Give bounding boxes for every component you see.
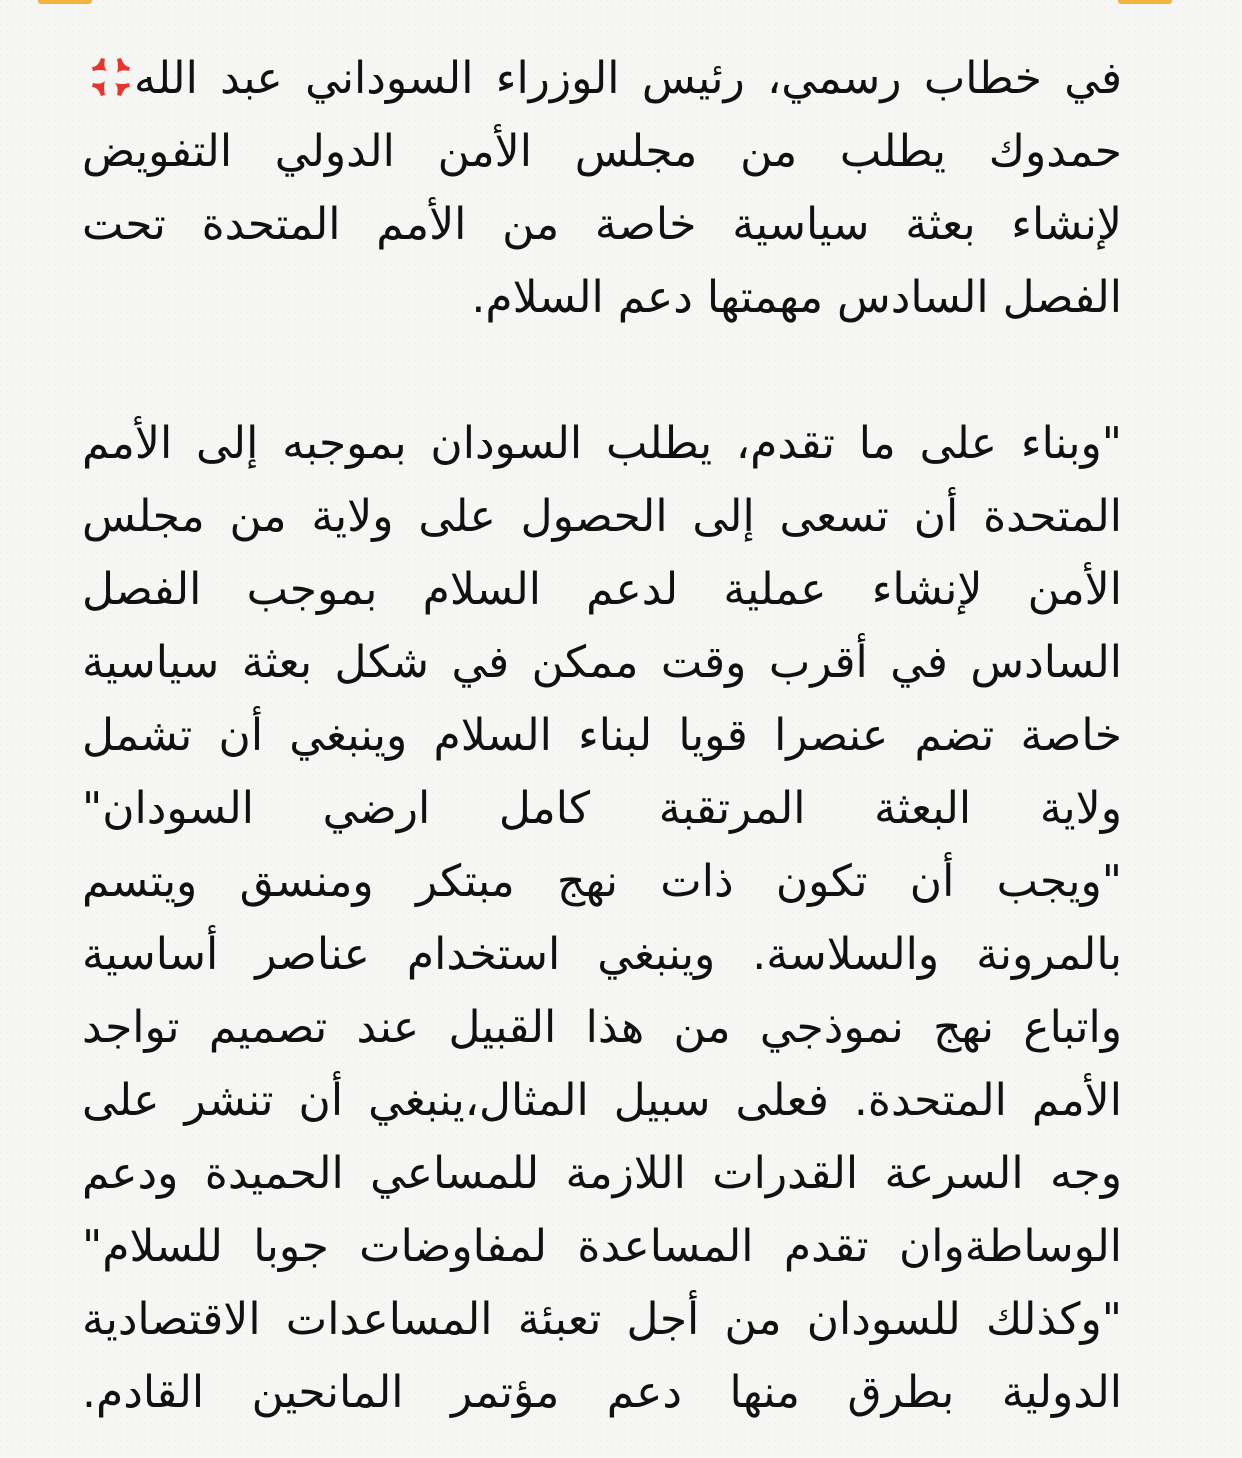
note-line: الأمم المتحدة. فعلى سبيل المثال،ينبغي أن تنشر على bbox=[82, 1075, 1122, 1126]
note-line: الفصل السادس مهمتها دعم السلام. bbox=[471, 272, 1122, 323]
note-line: خاصة تضم عنصرا قويا لبناء السلام وينبغي أن تشمل bbox=[82, 710, 1122, 761]
note-line: "ويجب أن تكون ذات نهج مبتكر ومنسق ويتسم bbox=[82, 856, 1122, 907]
anger-symbol-icon bbox=[88, 54, 134, 100]
paragraph-2 bbox=[82, 407, 1122, 1429]
paragraph-1 bbox=[82, 42, 1122, 334]
paragraph-gap bbox=[82, 334, 1122, 407]
note-line: "وكذلك للسودان من أجل تعبئة المساعدات الاقتصادية bbox=[82, 1294, 1122, 1345]
note-line bbox=[82, 42, 1122, 115]
note-body[interactable] bbox=[82, 42, 1122, 1429]
note-line: المتحدة أن تسعى إلى الحصول على ولاية من مجلس bbox=[82, 491, 1122, 542]
note-line: السادس في أقرب وقت ممكن في شكل بعثة سياسية bbox=[82, 637, 1122, 688]
note-line: وجه السرعة القدرات اللازمة للمساعي الحميدة ودعم bbox=[82, 1148, 1122, 1199]
note-line: لإنشاء بعثة سياسية خاصة من الأمم المتحدة تحت bbox=[82, 199, 1122, 250]
note-line: واتباع نهج نموذجي من هذا القبيل عند تصميم تواجد bbox=[82, 1002, 1122, 1053]
note-line: الدولية بطرق منها دعم مؤتمر المانحين القادم. bbox=[82, 1367, 1122, 1418]
top-strip bbox=[0, 0, 1242, 8]
note-line: الأمن لإنشاء عملية لدعم السلام بموجب الفصل bbox=[82, 564, 1122, 615]
note-line: "وبناء على ما تقدم، يطلب السودان بموجبه إلى الأمم bbox=[82, 418, 1122, 469]
top-left-accent bbox=[38, 0, 92, 4]
note-line: حمدوك يطلب من مجلس الأمن الدولي التفويض bbox=[82, 126, 1122, 177]
top-right-accent bbox=[1118, 0, 1172, 4]
paragraph-1-line-1: في خطاب رسمي، رئيس الوزراء السوداني عبد الله bbox=[134, 53, 1122, 104]
note-line: بالمرونة والسلاسة. وينبغي استخدام عناصر أساسية bbox=[82, 929, 1122, 980]
note-line: الوساطةوان تقدم المساعدة لمفاوضات جوبا للسلام" bbox=[82, 1221, 1122, 1272]
note-line: ولاية البعثة المرتقبة كامل ارضي السودان" bbox=[82, 783, 1122, 834]
